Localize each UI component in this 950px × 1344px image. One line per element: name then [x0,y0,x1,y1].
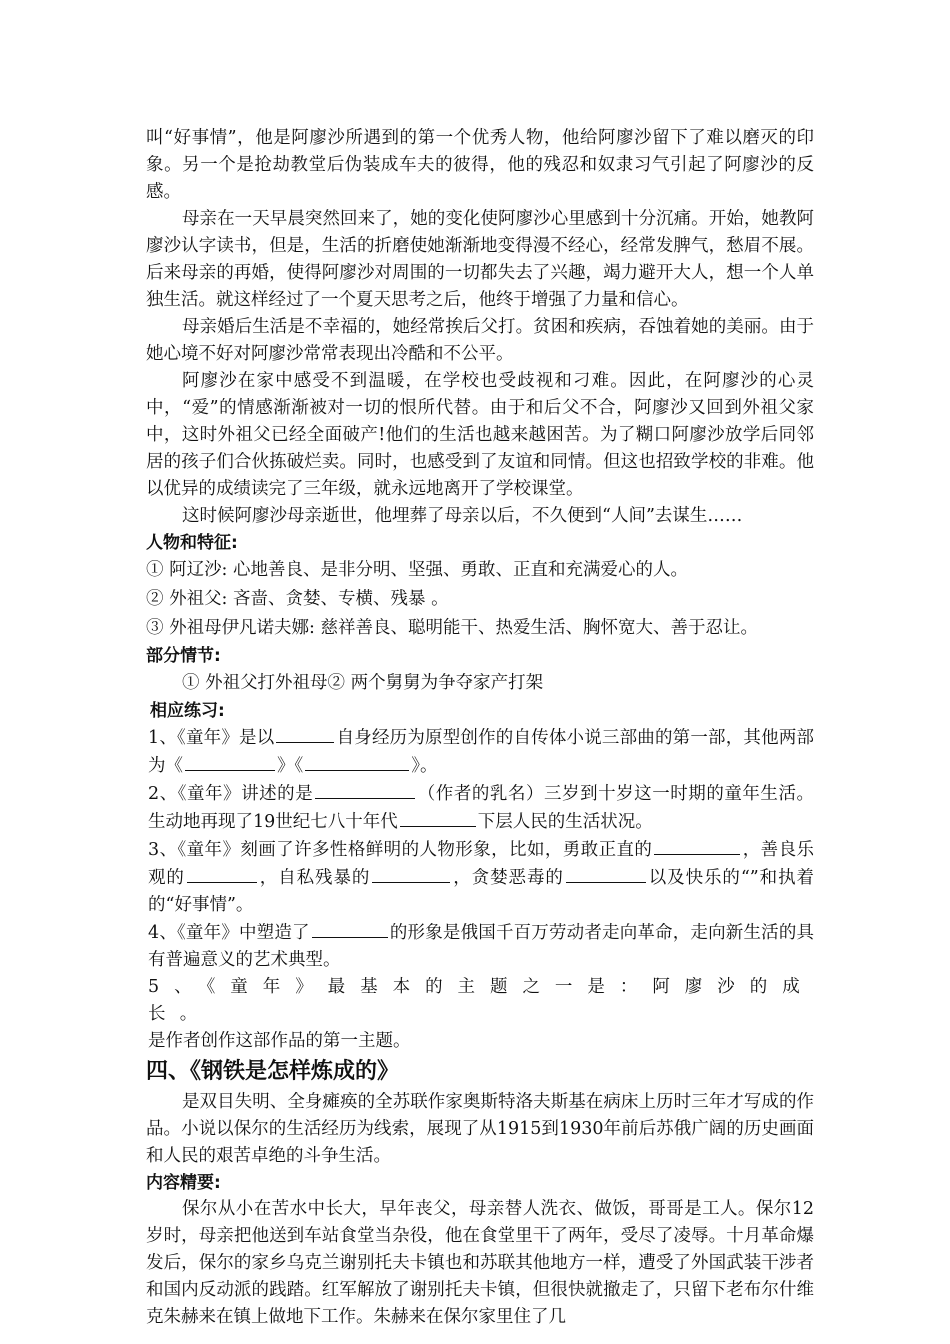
answer-blank[interactable] [312,919,388,938]
answer-blank[interactable] [185,752,275,771]
answer-blank[interactable] [187,864,257,883]
answer-blank[interactable] [372,864,450,883]
narrative-paragraph: 母亲婚后生活是不幸福的，她经常挨后父打。贫困和疾病，吞蚀着她的美丽。由于她心境不好对阿廖沙常常表现出冷酷和不公平。 [146,317,814,364]
exercise-1: 1、《童年》是以 自身经历为原型创作的自传体小说三部曲的第一部，其他两部为《 》《 》。 [146,724,814,780]
answer-blank[interactable] [654,836,740,855]
exercise-3: 3、《童年》刻画了许多性格鲜明的人物形象，比如，勇敢正直的 ，善良乐观的 ，自私残暴的 ，贪婪恶毒的 以及快乐的“”和执着的“好事情”。 [146,836,814,919]
answer-blank[interactable] [305,752,409,771]
plot-text: ① 外祖父打外祖母② 两个舅舅为争夺家产打架 [182,673,544,693]
character-item: ① 阿辽沙: 心地善良、是非分明、坚强、勇敢、正直和充满爱心的人。 [146,560,689,580]
answer-blank[interactable] [566,864,646,883]
narrative-paragraph: 这时候阿廖沙母亲逝世，他埋葬了母亲以后，不久便到“人间”去谋生…… [182,506,743,526]
narrative-paragraph: 叫“好事情”，他是阿廖沙所遇到的第一个优秀人物，他给阿廖沙留下了难以磨灭的印象。另一个是抢劫教堂后伪装成车夫的彼得，他的残忍和奴隶习气引起了阿廖沙的反感。 [146,128,814,202]
document-page [146,125,814,1331]
characters-heading: 人物和特征: [146,533,238,553]
section-title: 四、《钢铁是怎样炼成的》 [146,1059,400,1084]
answer-blank[interactable] [315,780,415,799]
summary-paragraph: 保尔从小在苦水中长大，早年丧父，母亲替人洗衣、做饭，哥哥是工人。保尔12岁时，母亲把他送到车站食堂当杂役，他在食堂里干了两年，受尽了凌辱。十月革命爆发后，保尔的家乡乌克兰谢别托夫卡镇也和苏联其他地方一样，遭受了外国武装干涉者和国内反动派的践踏。红军解放了谢别托夫卡镇，但很快就撤走了，只留下老布尔什维克朱赫来在镇上做地下工作。朱赫来在保尔家里住了几 [146,1199,814,1327]
exercise-4: 4、《童年》中塑造了 的形象是俄国千百万劳动者走向革命，走向新生活的具有普遍意义的艺术典型。 [146,919,814,974]
exercise-2: 2、《童年》讲述的是 （作者的乳名）三岁到十岁这一时期的童年生活。生动地再现了19世纪七八十年代 下层人民的生活状况。 [146,780,814,836]
narrative-paragraph: 阿廖沙在家中感受不到温暖，在学校也受歧视和刁难。因此，在阿廖沙的心灵中，“爱”的情感渐渐被对一切的恨所代替。由于和后父不合，阿廖沙又回到外祖父家中，这时外祖父已经全面破产!他们的生活也越来越困苦。为了糊口阿廖沙放学后同邻居的孩子们合伙拣破烂卖。同时，也感受到了友谊和同情。但这也招致学校的非难。他以优异的成绩读完了三年级，就永远地离开了学校课堂。 [146,371,814,499]
exercise-heading: 相应练习: [150,701,225,721]
character-item: ③ 外祖母伊凡诺夫娜: 慈祥善良、聪明能干、热爱生活、胸怀宽大、善于忍让。 [146,618,759,638]
exercise-5: 5、《童年》最基本的主题之一是：阿廖沙的成长。 是作者创作这部作品的第一主题。 [148,977,814,1051]
narrative-paragraph: 母亲在一天早晨突然回来了，她的变化使阿廖沙心里感到十分沉痛。开始，她教阿廖沙认字读书，但是，生活的折磨使她渐渐地变得漫不经心，经常发脾气，愁眉不展。后来母亲的再婚，使得阿廖沙对周围的一切都失去了兴趣，竭力避开大人，想一个人单独生活。就这样经过了一个夏天思考之后，他终于增强了力量和信心。 [146,209,814,310]
answer-blank[interactable] [276,724,334,743]
summary-heading: 内容精要: [146,1173,221,1193]
character-item: ② 外祖父: 吝啬、贪婪、专横、残暴 。 [146,589,449,609]
answer-blank[interactable] [400,808,476,827]
plot-heading: 部分情节: [146,646,221,666]
section-intro: 是双目失明、全身瘫痪的全苏联作家奥斯特洛夫斯基在病床上历时三年才写成的作品。小说以保尔的生活经历为线索，展现了从1915到1930年前后苏俄广阔的历史画面和人民的艰苦卓绝的斗争生活。 [146,1092,814,1166]
exercise-list [146,724,814,1055]
